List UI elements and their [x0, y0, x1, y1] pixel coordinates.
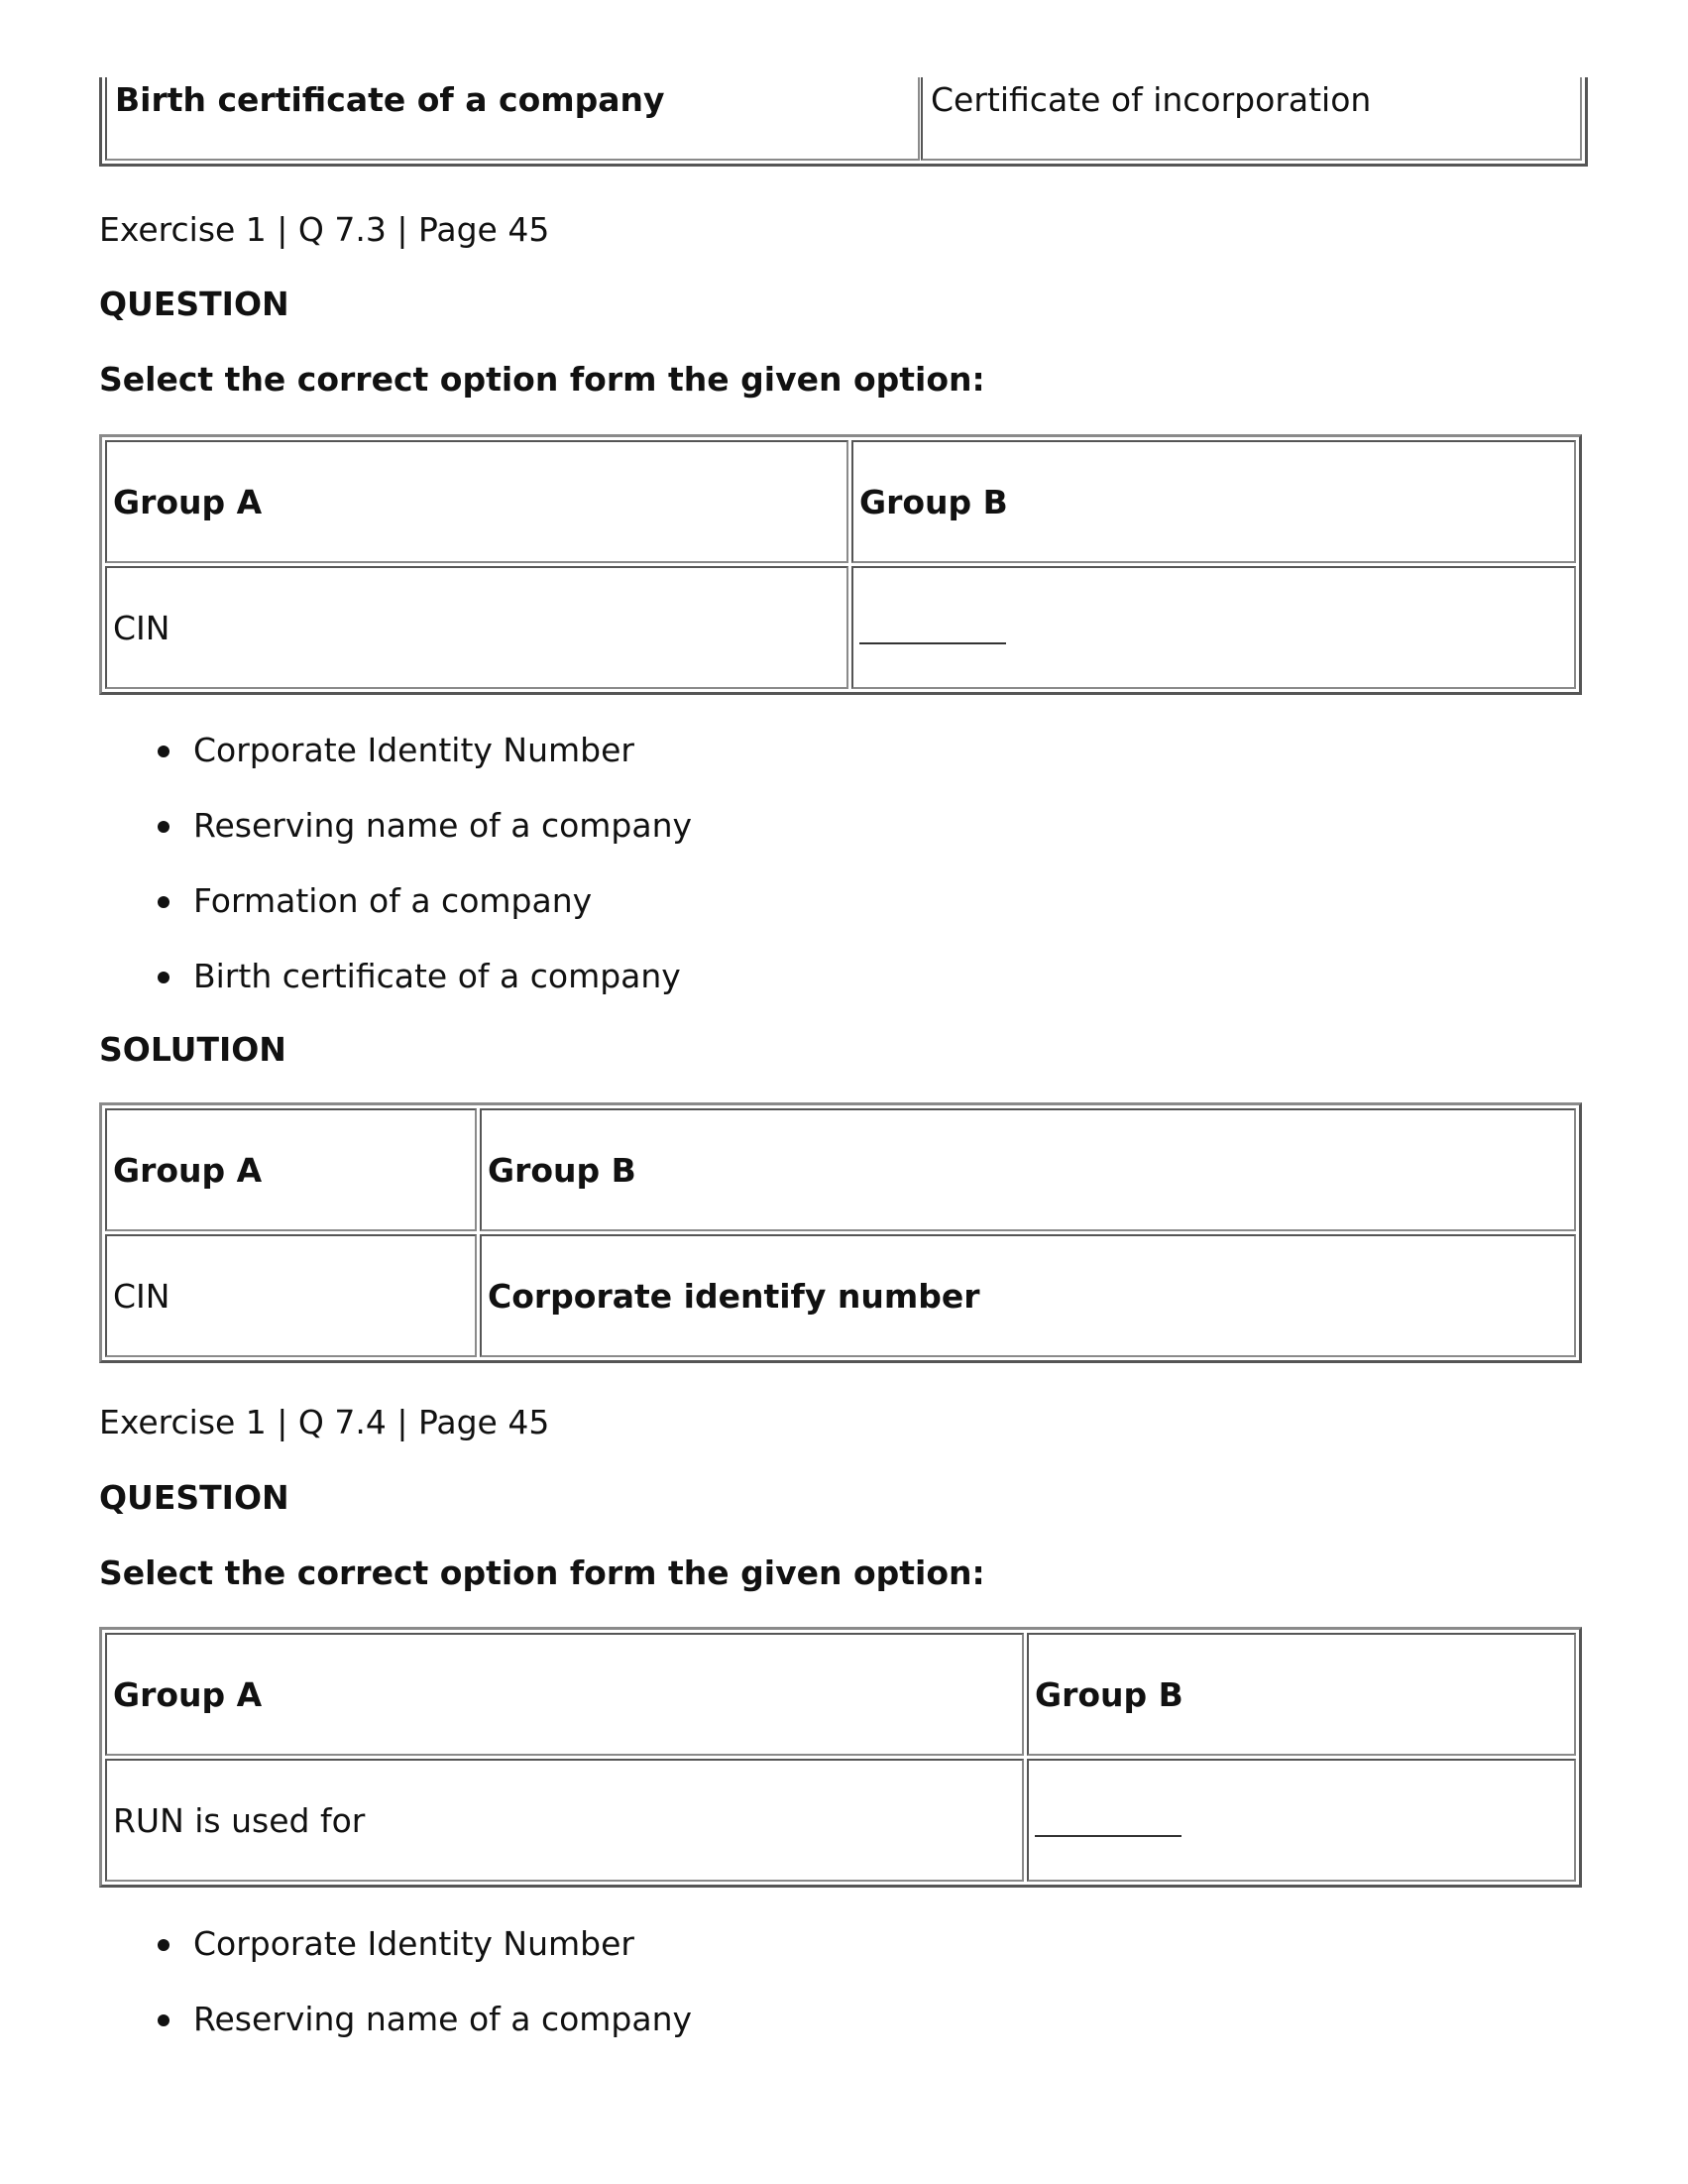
- list-item: [99, 731, 692, 809]
- table-row: [105, 1759, 1576, 1882]
- table-cell-group-a: CIN: [105, 1234, 477, 1357]
- table-cell-group-b: Corporate identify number: [480, 1234, 1576, 1357]
- option-label: Reserving name of a company: [193, 806, 693, 845]
- previous-answer-table: [99, 77, 1588, 167]
- question-instruction-q7-4: Select the correct option form the given option:: [99, 1553, 985, 1592]
- table-cell-group-b: [1027, 1759, 1576, 1882]
- bullet-icon: [158, 821, 169, 833]
- option-label: Corporate Identity Number: [193, 1924, 634, 1963]
- bullet-icon: [158, 746, 169, 757]
- table-header-group-a: Group A: [105, 440, 848, 563]
- question-heading-q7-3: QUESTION: [99, 285, 289, 323]
- bullet-icon: [158, 2014, 169, 2026]
- answer-blank: [1035, 1807, 1182, 1837]
- exercise-reference-q7-3: Exercise 1 | Q 7.3 | Page 45: [99, 210, 550, 249]
- exercise-reference-q7-4: Exercise 1 | Q 7.4 | Page 45: [99, 1403, 550, 1441]
- option-label: Formation of a company: [193, 881, 593, 920]
- table-row: [105, 566, 1576, 689]
- solution-table-q7-3: [99, 1102, 1582, 1363]
- table-cell-group-b: [851, 566, 1576, 689]
- question-heading-q7-4: QUESTION: [99, 1478, 289, 1517]
- previous-answer-cell-b: [921, 77, 1582, 161]
- previous-answer-group-a: Birth certificate of a company: [115, 80, 665, 119]
- list-item: [99, 2000, 693, 2078]
- bullet-icon: [158, 896, 169, 908]
- answer-blank: [859, 615, 1006, 644]
- table-row: [105, 1234, 1576, 1357]
- list-item: [99, 1924, 692, 2003]
- list-item: [99, 806, 693, 884]
- bullet-icon: [158, 972, 169, 983]
- question-instruction-q7-3: Select the correct option form the given option:: [99, 360, 985, 399]
- bullet-icon: [158, 1939, 169, 1951]
- options-list-q7-3: [99, 731, 693, 1035]
- options-list-q7-4: [99, 1924, 693, 2078]
- table-header-row: [105, 440, 1576, 563]
- table-header-group-b: Group B: [1027, 1633, 1576, 1756]
- table-cell-group-a: CIN: [105, 566, 848, 689]
- option-label: Birth certificate of a company: [193, 957, 681, 995]
- option-label: Corporate Identity Number: [193, 731, 634, 769]
- table-header-row: [105, 1108, 1576, 1231]
- table-header-group-a: Group A: [105, 1633, 1024, 1756]
- table-header-row: [105, 1633, 1576, 1756]
- previous-answer-cell-a: [105, 77, 920, 161]
- table-cell-group-a: RUN is used for: [105, 1759, 1024, 1882]
- list-item: [99, 957, 692, 1035]
- table-header-group-b: Group B: [480, 1108, 1576, 1231]
- table-header-group-b: Group B: [851, 440, 1576, 563]
- list-item: [99, 881, 692, 960]
- option-label: Reserving name of a company: [193, 2000, 693, 2038]
- previous-answer-group-b: Certificate of incorporation: [931, 80, 1372, 119]
- question-table-q7-3: [99, 434, 1582, 695]
- table-header-group-a: Group A: [105, 1108, 477, 1231]
- question-table-q7-4: [99, 1627, 1582, 1888]
- solution-heading-q7-3: SOLUTION: [99, 1030, 286, 1069]
